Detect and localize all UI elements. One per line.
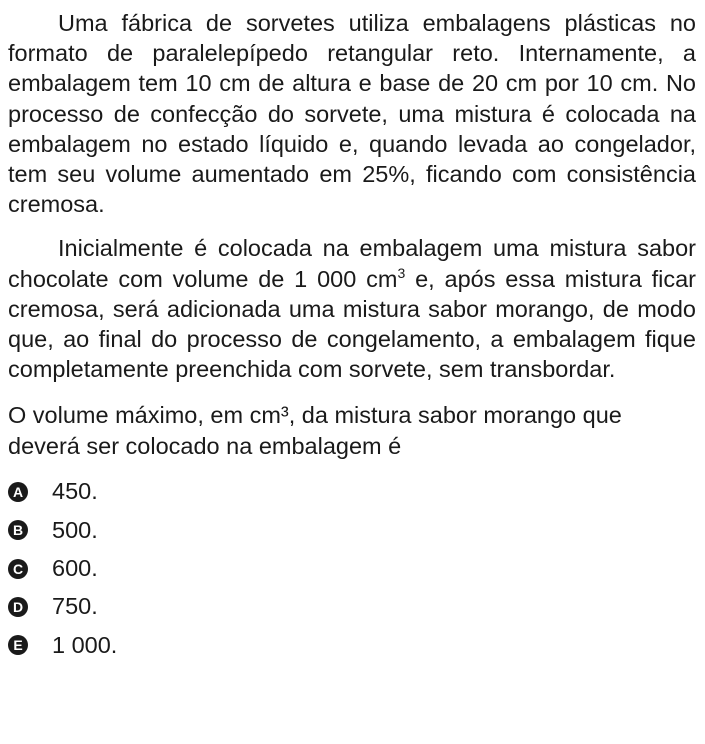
question-prompt: O volume máximo, em cm³, da mistura sabor morango que deverá ser colocado na embalagem é <box>8 402 622 459</box>
option-a-text: 450. <box>52 478 98 505</box>
option-c[interactable] <box>8 549 696 587</box>
option-b-text: 500. <box>52 516 98 543</box>
question-container <box>8 8 696 664</box>
option-c-text: 600. <box>52 555 98 582</box>
option-e[interactable] <box>8 626 696 664</box>
option-a[interactable] <box>8 473 696 511</box>
answer-options <box>8 473 696 664</box>
option-d-letter-badge: D <box>8 597 28 617</box>
option-d[interactable] <box>8 588 696 626</box>
option-b-letter-badge: B <box>8 520 28 540</box>
paragraph-2-text-start: Inicialmente é colocada na embalagem uma mistura sabor chocolate com volume de 1 000 cm <box>8 235 696 292</box>
option-a-letter-badge: A <box>8 482 28 502</box>
option-b[interactable] <box>8 511 696 549</box>
question-paragraph-2 <box>8 233 696 384</box>
option-c-letter-badge: C <box>8 559 28 579</box>
question-paragraph-1: Uma fábrica de sorvetes utiliza embalagens plásticas no formato de paralelepípedo retangular reto. Internamente, a embalagem tem 10 cm de altura e base de 20 cm por 10 cm. No processo de confecção do sorvete, uma mistura é colocada na embalagem no estado líquido e, quando levada ao congelador, tem seu volume aumentado em 25%, ficando com consistência cremosa. <box>8 10 696 218</box>
paragraph-2-text-end: e, após essa mistura ficar cremosa, será adicionada uma mistura sabor morango, de modo que, ao final do processo de congelamento, a embalagem fique completamente preenchida com sorvete, sem transbordar. <box>8 265 697 383</box>
option-e-text: 1 000. <box>52 631 118 658</box>
option-e-letter-badge: E <box>8 635 28 655</box>
cubic-superscript: 3 <box>397 264 406 281</box>
option-d-text: 750. <box>52 593 98 620</box>
